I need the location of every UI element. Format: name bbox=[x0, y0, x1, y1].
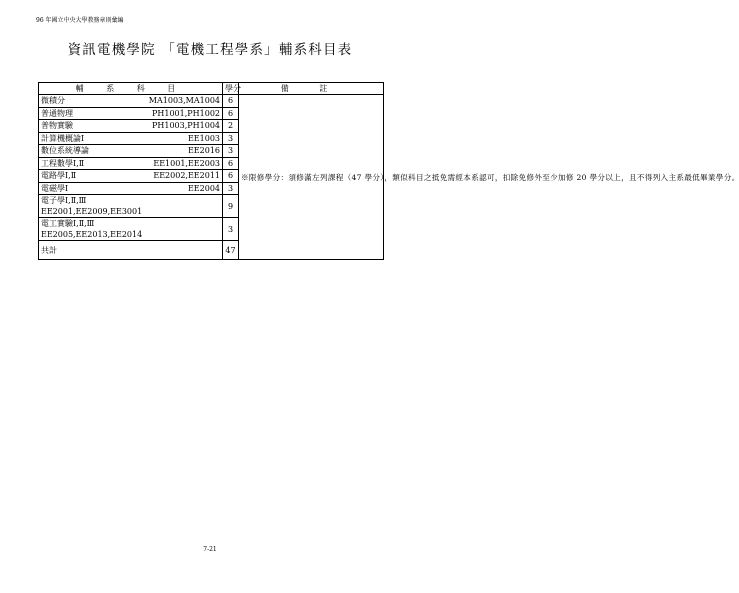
course-name: 電磁學Ⅰ bbox=[41, 183, 69, 193]
course-cell bbox=[39, 195, 223, 218]
course-name: 普物實驗 bbox=[41, 121, 73, 131]
course-codes: PH1001,PH1002 bbox=[152, 108, 220, 118]
course-credit: 3 bbox=[223, 218, 239, 241]
table-row bbox=[39, 95, 384, 108]
course-codes: EE2004 bbox=[187, 183, 220, 193]
course-codes: EE1003 bbox=[187, 133, 220, 143]
course-name: 微積分 bbox=[41, 96, 65, 106]
course-credit: 2 bbox=[223, 120, 239, 133]
course-credit: 3 bbox=[223, 145, 239, 158]
course-codes: EE2002,EE2011 bbox=[153, 171, 220, 181]
course-cell bbox=[39, 170, 223, 183]
header-course: 輔 系 科 目 bbox=[39, 83, 223, 95]
course-name: 工程數學Ⅰ,Ⅱ bbox=[41, 158, 85, 168]
header-remark: 備 註 bbox=[239, 83, 384, 95]
course-cell bbox=[39, 218, 223, 241]
total-label: 共計 bbox=[39, 241, 223, 260]
course-cell bbox=[39, 145, 223, 158]
course-codes: EE2001,EE2009,EE3001 bbox=[41, 207, 143, 216]
course-credit: 9 bbox=[223, 195, 239, 218]
course-cell bbox=[39, 157, 223, 170]
course-name: 計算機概論Ⅰ bbox=[41, 133, 85, 143]
remark-cell: ※限修學分：須修滿左列課程（47 學分），類似科目之抵免需經本系認可，扣除免修外至少加修 20 學分以上，且不得列入主系最低畢業學分。 bbox=[239, 95, 384, 260]
total-credit: 47 bbox=[223, 241, 239, 260]
page-number: 7-21 bbox=[203, 546, 217, 553]
course-codes: EE2005,EE2013,EE2014 bbox=[41, 230, 143, 239]
course-cell bbox=[39, 182, 223, 195]
course-name: 電工實驗Ⅰ,Ⅱ,Ⅲ bbox=[41, 219, 95, 228]
table-header-row bbox=[39, 83, 384, 95]
header-note: 96 年國立中央大學教務章則彙編 bbox=[36, 17, 124, 24]
course-name: 普通物理 bbox=[41, 108, 73, 118]
minor-course-table bbox=[38, 82, 739, 260]
course-cell bbox=[39, 107, 223, 120]
course-credit: 6 bbox=[223, 157, 239, 170]
course-credit: 6 bbox=[223, 170, 239, 183]
course-name: 電子學Ⅰ,Ⅱ,Ⅲ bbox=[41, 196, 87, 205]
course-credit: 6 bbox=[223, 95, 239, 108]
course-credit: 3 bbox=[223, 132, 239, 145]
course-cell bbox=[39, 95, 223, 108]
course-cell bbox=[39, 120, 223, 133]
page-title: 資訊電機學院 「電機工程學系」輔系科目表 bbox=[67, 42, 353, 58]
header-credit: 學分 bbox=[223, 83, 239, 95]
course-codes: EE2016 bbox=[187, 146, 220, 156]
course-name: 電路學Ⅰ,Ⅱ bbox=[41, 171, 77, 181]
course-codes: MA1003,MA1004 bbox=[148, 96, 220, 106]
course-name: 數位系統導論 bbox=[41, 146, 89, 156]
course-cell bbox=[39, 132, 223, 145]
course-codes: EE1001,EE2003 bbox=[153, 158, 220, 168]
course-credit: 3 bbox=[223, 182, 239, 195]
course-codes: PH1003,PH1004 bbox=[152, 121, 220, 131]
course-credit: 6 bbox=[223, 107, 239, 120]
